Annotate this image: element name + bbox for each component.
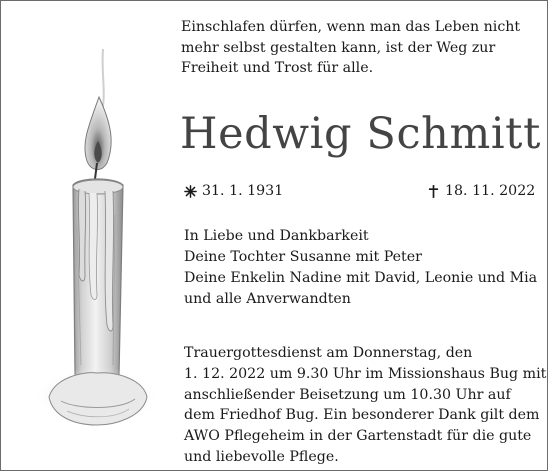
service-line: 1. 12. 2022 um 9.30 Uhr im Missionshaus Bug mit (184, 365, 547, 382)
asterisk-star-icon (184, 185, 197, 198)
birth-date: 31. 1. 1931 (202, 183, 284, 199)
mourner-line: Deine Enkelin Nadine mit David, Leonie und Mia (184, 270, 538, 286)
candle-icon (15, 45, 175, 453)
quote-line: Freiheit und Trost für alle. (181, 60, 374, 76)
mourners-block (184, 226, 537, 310)
service-line: anschließender Beisetzung um 10.30 Uhr auf (184, 386, 511, 403)
cross-icon (427, 185, 440, 198)
service-line: Trauergottesdienst am Donnerstag, den (184, 345, 473, 361)
mourner-line: In Liebe und Dankbarkeit (184, 228, 369, 244)
death-date-row (427, 181, 535, 201)
service-line: dem Friedhof Bug. Ein besonderer Dank gilt dem (184, 407, 540, 424)
deceased-name: Hedwig Schmitt (180, 109, 541, 159)
quote-line: mehr selbst gestalten kann, ist der Weg zur (181, 39, 496, 56)
service-line: AWO Pflegeheim in der Gartenstadt für die gute (184, 428, 532, 445)
mourner-line: und alle Anverwandten (184, 291, 351, 307)
service-line: und liebevolle Pflege. (184, 448, 339, 465)
death-date: 18. 11. 2022 (445, 183, 536, 199)
quote-line: Einschlafen dürfen, wenn man das Leben nicht (181, 19, 521, 35)
poem-quote (181, 17, 541, 79)
mourner-line: Deine Tochter Susanne mit Peter (184, 249, 422, 265)
birth-date-row (184, 181, 283, 201)
funeral-service-info (184, 343, 546, 468)
